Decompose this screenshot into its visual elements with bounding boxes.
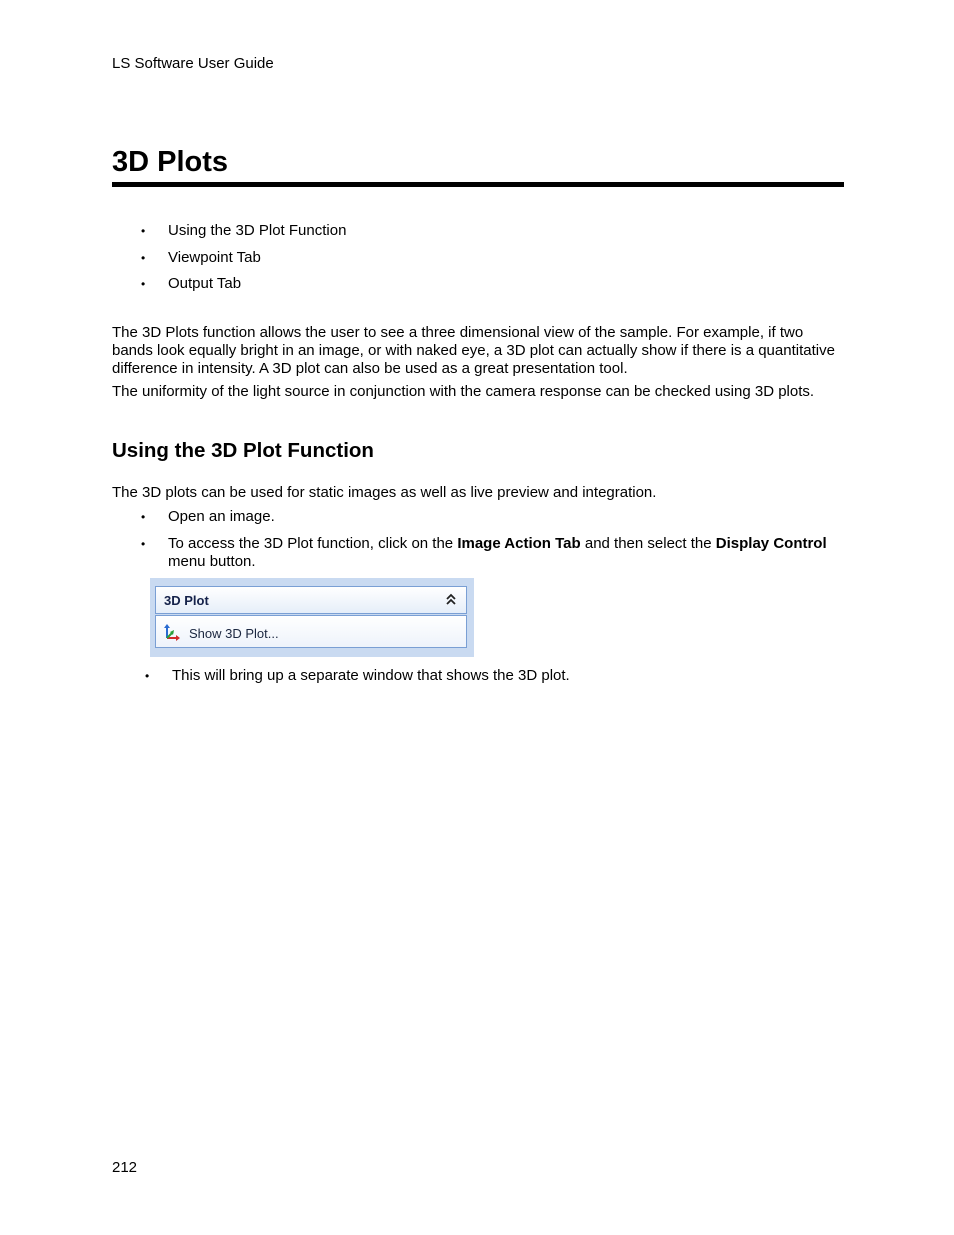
step-list	[141, 508, 828, 580]
topic-list	[141, 222, 347, 302]
bullet-icon: •	[141, 537, 146, 551]
panel-header-label: 3D Plot	[164, 593, 209, 608]
ui-term: Image Action Tab	[457, 535, 581, 552]
intro-paragraph-2: The uniformity of the light source in conjunction with the camera response can be checked using 3D plots.	[112, 383, 815, 400]
bullet-icon: •	[145, 669, 150, 683]
section-heading: Using the 3D Plot Function	[112, 439, 374, 462]
running-header: LS Software User Guide	[112, 55, 274, 72]
show-3d-plot-button[interactable]	[163, 624, 279, 642]
ui-term: Display Control	[715, 535, 827, 552]
3d-axes-icon	[163, 624, 181, 642]
list-item: • Open an image.	[141, 508, 275, 525]
list-item: • Viewpoint Tab	[141, 248, 261, 266]
step-list-2	[145, 667, 570, 685]
3d-plot-panel-screenshot	[150, 578, 474, 657]
page-title: 3D Plots	[112, 142, 844, 187]
bullet-icon: •	[141, 224, 146, 238]
section-paragraph: The 3D plots can be used for static images as well as live preview and integration.	[112, 484, 657, 501]
intro-paragraph: The 3D Plots function allows the user to see a three dimensional view of the sample. For example, if two bands look equally bright in an image, or with naked eye, a 3D plot can actually show if there is a quantitative difference in intensity. A 3D plot can also be used as a great presentation tool.	[112, 324, 835, 377]
list-item: • To access the 3D Plot function, click on the Image Action Tab and then select the Display Control menu button.	[141, 535, 827, 570]
list-item: • This will bring up a separate window that shows the 3D plot.	[145, 667, 570, 684]
list-item: • Using the 3D Plot Function	[141, 222, 347, 239]
menu-item-label: Show 3D Plot...	[189, 625, 279, 641]
panel-header[interactable]	[155, 586, 467, 614]
bullet-icon: •	[141, 250, 146, 265]
double-chevron-up-icon[interactable]	[445, 593, 457, 607]
bullet-icon: •	[141, 277, 146, 291]
panel-body	[155, 615, 467, 648]
bullet-icon: •	[141, 510, 146, 524]
list-item: • Output Tab	[141, 275, 242, 292]
page-number: 212	[112, 1159, 138, 1176]
